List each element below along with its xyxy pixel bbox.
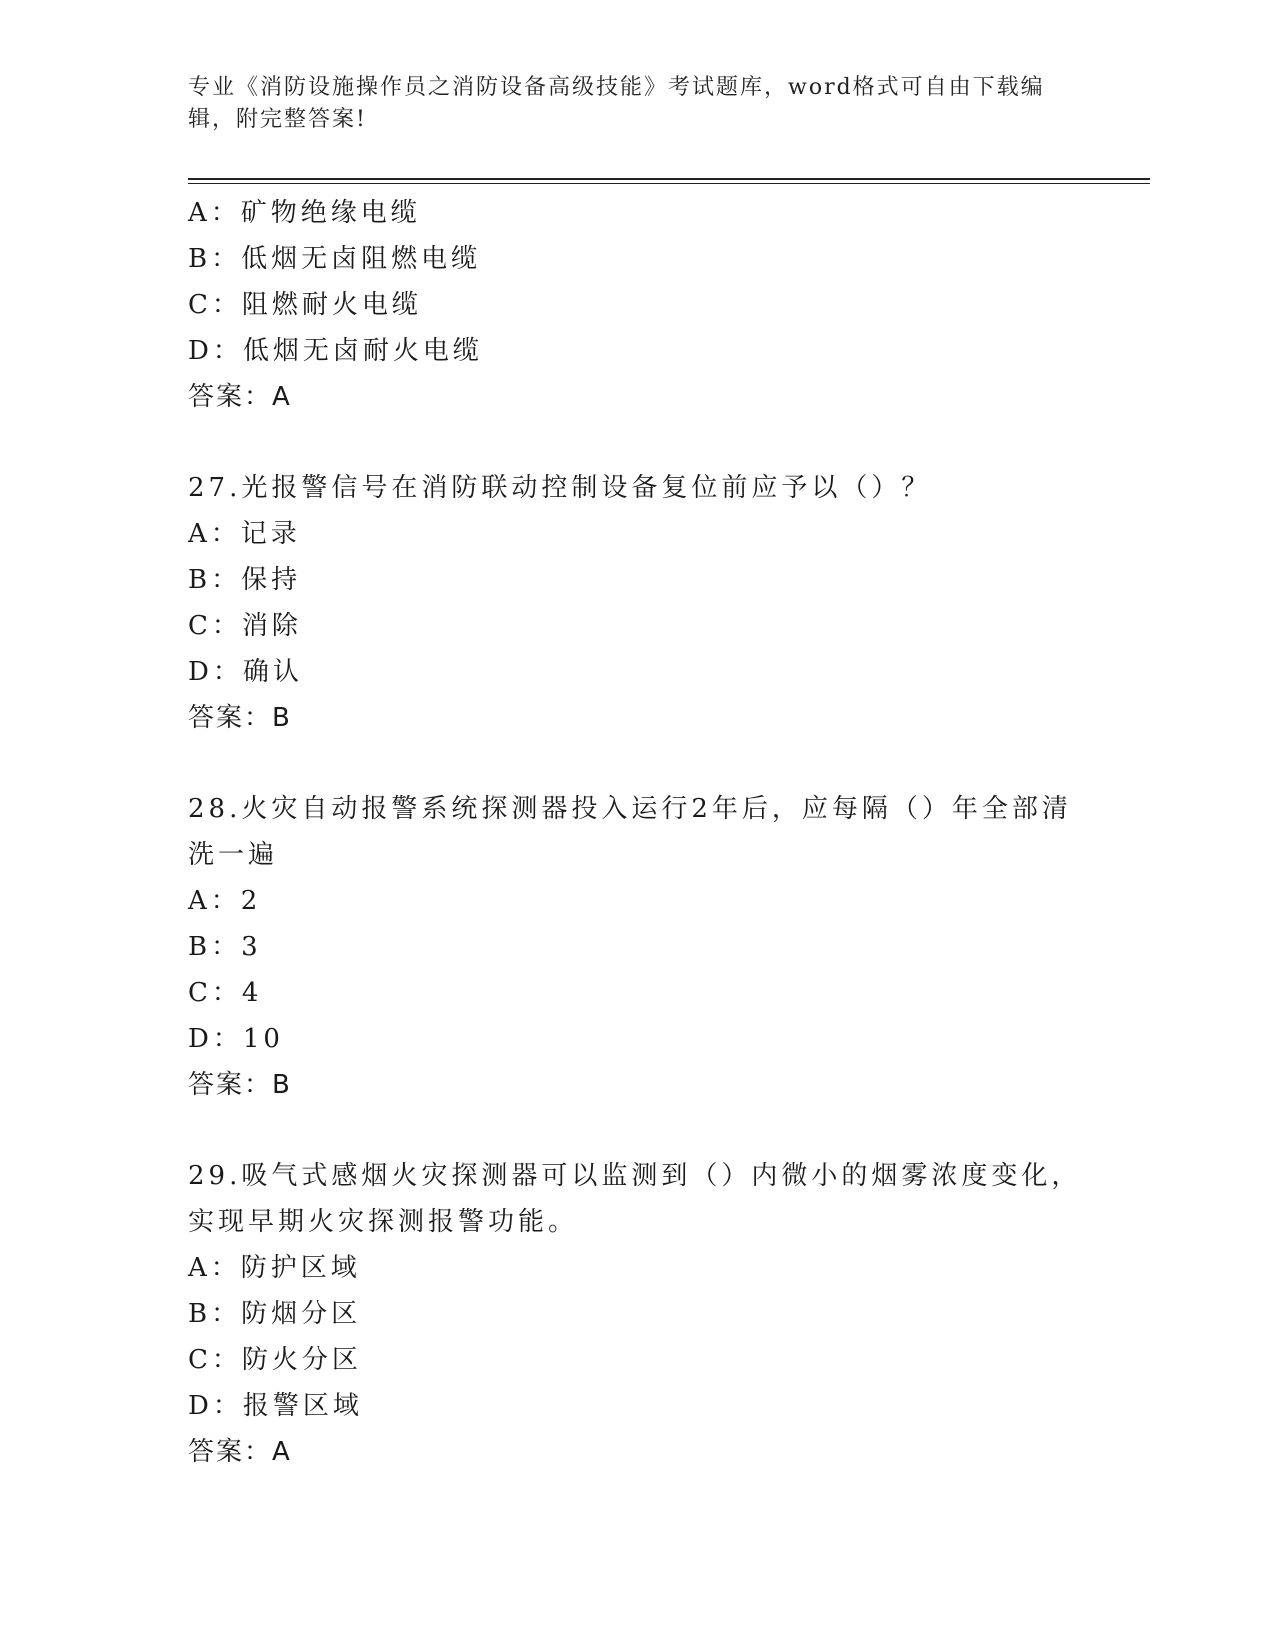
option-b: B：低烟无卤阻燃电缆 [188,244,482,274]
option-a: A：2 [188,886,262,916]
question-29 [188,1153,1088,1475]
option-a: A：防护区域 [188,1253,361,1283]
option-b: B：防烟分区 [188,1299,362,1329]
option-b: B：保持 [188,565,302,595]
question-stem: 27.光报警信号在消防联动控制设备复位前应予以（）？ [188,473,932,503]
question-stem: 28.火灾自动报警系统探测器投入运行2年后，应每隔（）年全部清洗一遍 [188,794,1072,870]
question-26 [188,190,1088,420]
option-b: B：3 [188,932,262,962]
option-d: D：确认 [188,657,303,687]
answer: 答案：A [188,1437,292,1467]
option-d: D：报警区域 [188,1391,363,1421]
option-c: C：4 [188,978,263,1008]
option-d: D：10 [188,1024,284,1054]
option-c: C：防火分区 [188,1345,362,1375]
option-c: C：消除 [188,611,302,641]
document-header: 专业《消防设施操作员之消防设备高级技能》考试题库，word格式可自由下载编辑，附完整答案! [188,75,1045,132]
option-d: D：低烟无卤耐火电缆 [188,336,483,366]
option-a: A：矿物绝缘电缆 [188,198,421,228]
answer: 答案：A [188,382,292,412]
answer: 答案：B [188,1070,292,1100]
answer: 答案：B [188,703,292,733]
question-stem: 29.吸气式感烟火灾探测器可以监测到（）内微小的烟雾浓度变化，实现早期火灾探测报警功能。 [188,1161,1082,1237]
question-28 [188,786,1088,1108]
option-a: A：记录 [188,519,301,549]
header-divider-thin [188,183,1150,184]
header-divider-thick [188,178,1150,180]
option-c: C：阻燃耐火电缆 [188,290,422,320]
question-list [188,190,1088,1475]
question-27 [188,465,1088,741]
